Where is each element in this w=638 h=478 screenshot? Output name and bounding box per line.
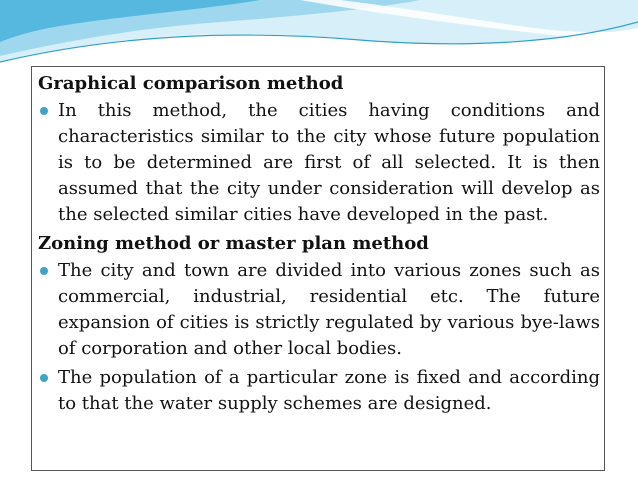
bullet-text: The city and town are divided into various zones such as commercial, industrial, residential etc. The future expansion of cities is strictly regulated by various bye-laws of corporation and other local bodies. [58, 260, 600, 359]
bullet-text: The population of a particular zone is fixed and according to that the water supply schemes are designed. [58, 367, 600, 414]
heading-zoning-method: Zoning method or master plan method [38, 233, 429, 254]
bullet-text: In this method, the cities having conditions and characteristics similar to the city whose future population is to be determined are first of all selected. It is then assumed that the city under consideration will develop as the selected similar cities have developed in the past. [58, 100, 600, 225]
bullet-dot-icon [40, 374, 48, 382]
bullet-dot-icon [40, 267, 48, 275]
bullet-graphical-comparison [38, 98, 600, 228]
bullet-zoning-division [38, 258, 600, 362]
heading-graphical-comparison: Graphical comparison method [38, 73, 344, 94]
content-box [31, 66, 605, 471]
bullet-zoning-population [38, 365, 600, 417]
bullet-dot-icon [40, 107, 48, 115]
